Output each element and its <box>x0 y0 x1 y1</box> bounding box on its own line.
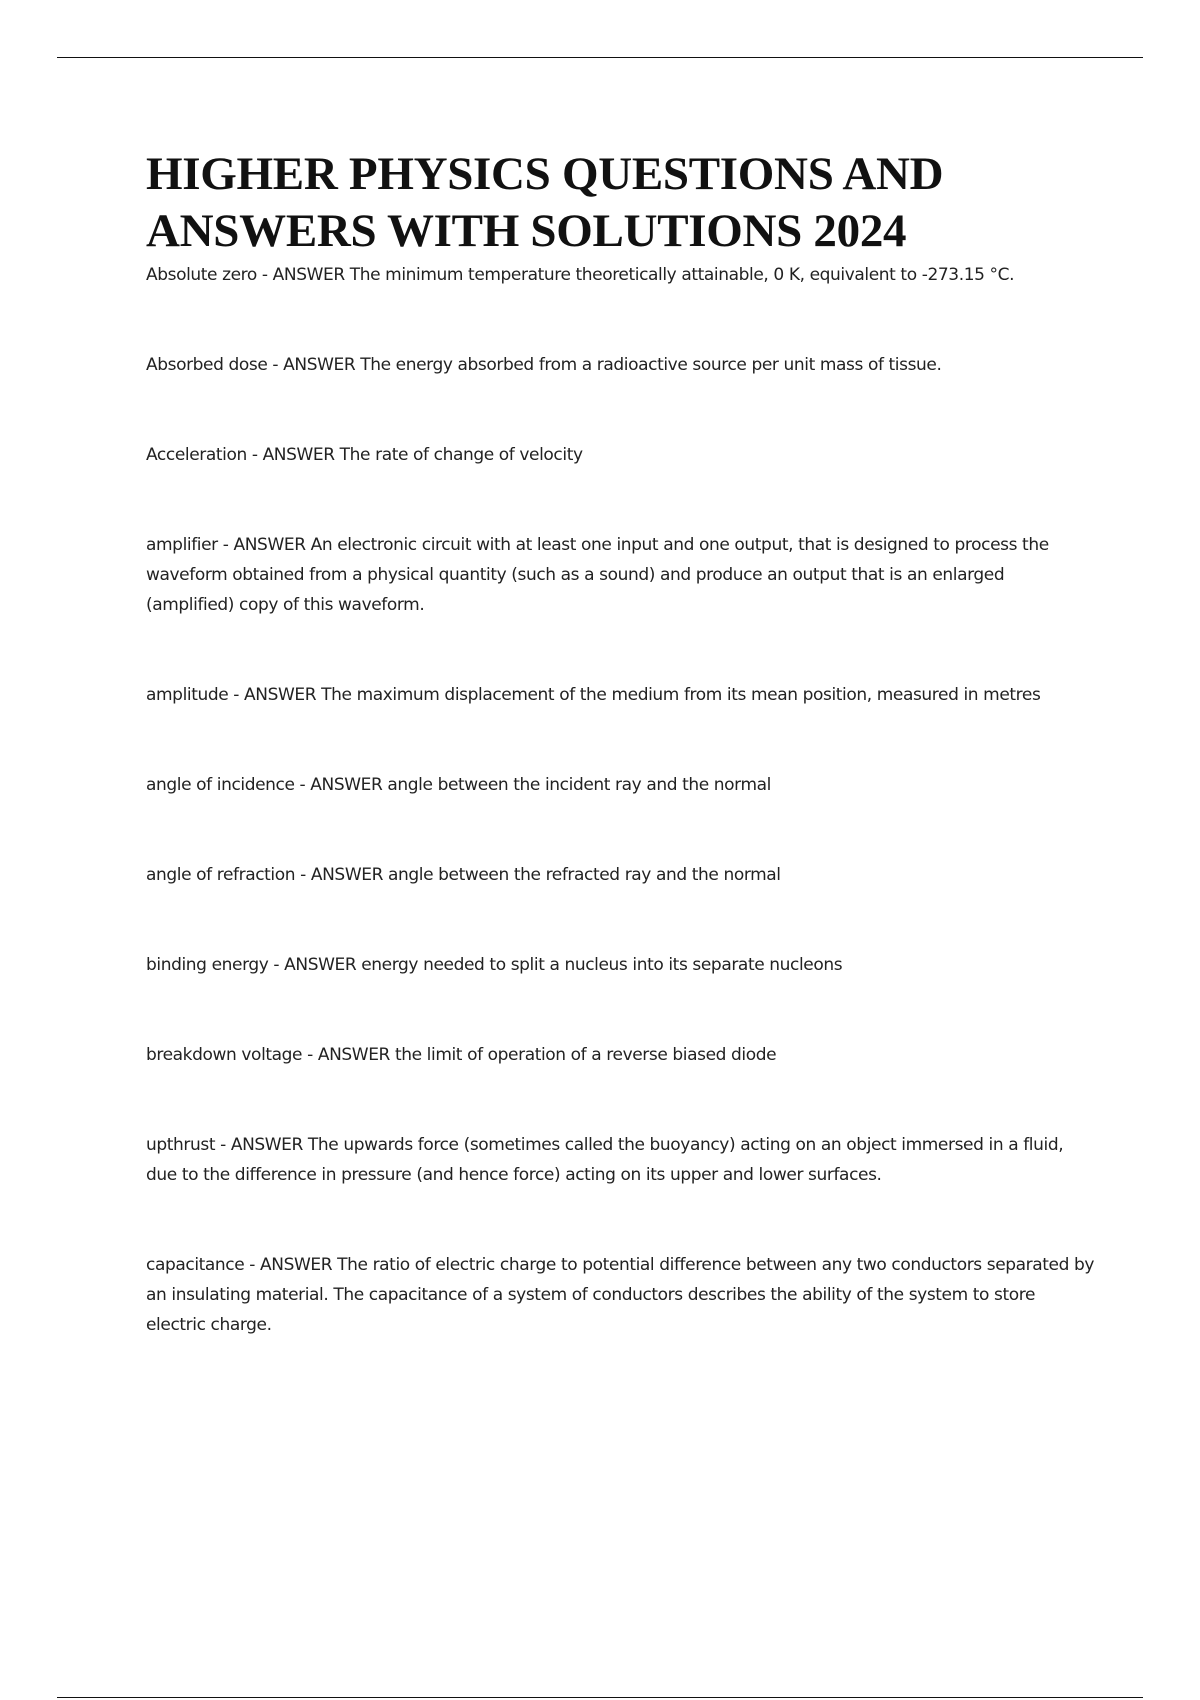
glossary-entry-capacitance: capacitance - ANSWER The ratio of electric charge to potential difference between any two conductors separated by an insulating material. The capacitance of a system of conductors describes the ability of the system to store electric charge. <box>146 1255 1095 1335</box>
glossary-entry-absolute-zero: Absolute zero - ANSWER The minimum temperature theoretically attainable, 0 K, equivalent to -273.15 °C. <box>146 265 1015 285</box>
glossary-entry-angle-of-refraction: angle of refraction - ANSWER angle between the refracted ray and the normal <box>146 865 781 885</box>
top-rule <box>57 57 1143 58</box>
glossary-entry-upthrust: upthrust - ANSWER The upwards force (sometimes called the buoyancy) acting on an object immersed in a fluid, due to the difference in pressure (and hence force) acting on its upper and lower surfaces. <box>146 1135 1064 1185</box>
document-body <box>146 146 1096 1400</box>
bottom-rule <box>57 1697 1143 1698</box>
glossary-entry-amplitude: amplitude - ANSWER The maximum displacement of the medium from its mean position, measured in metres <box>146 685 1041 705</box>
glossary-list <box>146 260 1096 1340</box>
glossary-entry-absorbed-dose: Absorbed dose - ANSWER The energy absorbed from a radioactive source per unit mass of tissue. <box>146 355 942 375</box>
document-title: HIGHER PHYSICS QUESTIONS AND ANSWERS WITH SOLUTIONS 2024 <box>146 148 944 257</box>
glossary-entry-amplifier: amplifier - ANSWER An electronic circuit with at least one input and one output, that is designed to process the waveform obtained from a physical quantity (such as a sound) and produce an output that is an enlarged (amplified) copy of this waveform. <box>146 535 1049 615</box>
glossary-entry-breakdown-voltage: breakdown voltage - ANSWER the limit of operation of a reverse biased diode <box>146 1045 777 1065</box>
glossary-entry-angle-of-incidence: angle of incidence - ANSWER angle between the incident ray and the normal <box>146 775 771 795</box>
glossary-entry-acceleration: Acceleration - ANSWER The rate of change of velocity <box>146 445 583 465</box>
glossary-entry-binding-energy: binding energy - ANSWER energy needed to split a nucleus into its separate nucleons <box>146 955 843 975</box>
